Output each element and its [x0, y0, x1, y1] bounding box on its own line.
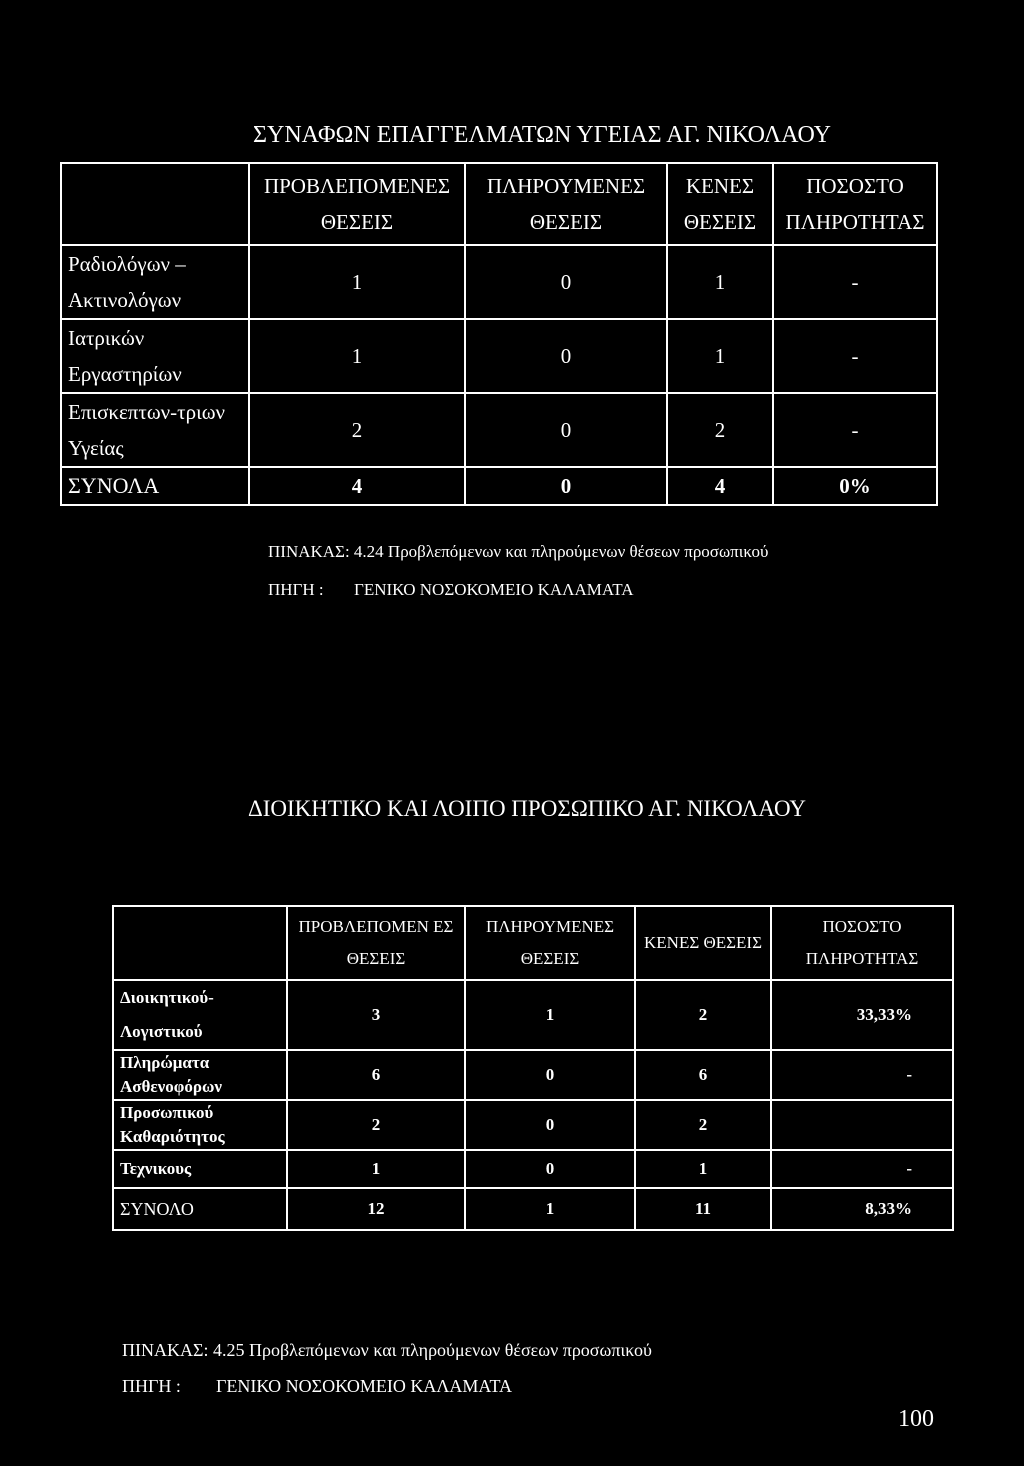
- table-header-row: [113, 906, 953, 980]
- percent-cell: 33,33%: [771, 980, 953, 1050]
- page-number: 100: [898, 1406, 934, 1432]
- total-predicted: 4: [249, 467, 465, 505]
- header-percent: ΠΟΣΟΣΤΟ ΠΛΗΡΟΤΗΤΑΣ: [771, 906, 953, 980]
- total-vacant: 11: [635, 1188, 771, 1230]
- filled-cell: 0: [465, 1100, 635, 1150]
- row-label: Τεχνικους: [113, 1150, 287, 1188]
- header-empty-cell: [61, 163, 249, 245]
- filled-cell: 1: [465, 980, 635, 1050]
- header-filled: ΠΛΗΡΟΥΜΕΝΕΣ ΘΕΣΕΙΣ: [465, 163, 667, 245]
- vacant-cell: 1: [667, 245, 773, 319]
- total-label: ΣΥΝΟΛΑ: [61, 467, 249, 505]
- header-predicted: ΠΡΟΒΛΕΠΟΜΕΝ ΕΣ ΘΕΣΕΙΣ: [287, 906, 465, 980]
- percent-cell: -: [773, 319, 937, 393]
- health-professions-table: [60, 162, 938, 506]
- source-text: ΓΕΝΙΚΟ ΝΟΣΟΚΟΜΕΙΟ ΚΑΛΑΜΑΤΑ: [216, 1376, 513, 1396]
- total-vacant: 4: [667, 467, 773, 505]
- total-label: ΣΥΝΟΛΟ: [113, 1188, 287, 1230]
- source-text: ΓΕΝΙΚΟ ΝΟΣΟΚΟΜΕΙΟ ΚΑΛΑΜΑΤΑ: [354, 580, 634, 599]
- row-label: Ραδιολόγων – Ακτινολόγων: [61, 245, 249, 319]
- row-label: Προσωπικού Καθαριότητος: [113, 1100, 287, 1150]
- table-row: [61, 393, 937, 467]
- table-source: [122, 1376, 512, 1397]
- vacant-cell: 2: [667, 393, 773, 467]
- total-percent: 8,33%: [771, 1188, 953, 1230]
- header-vacant: ΚΕΝΕΣ ΘΕΣΕΙΣ: [635, 906, 771, 980]
- table-row: [61, 319, 937, 393]
- administrative-staff-table: [112, 905, 954, 1231]
- filled-cell: 0: [465, 245, 667, 319]
- predicted-cell: 6: [287, 1050, 465, 1100]
- filled-cell: 0: [465, 393, 667, 467]
- table-header-row: [61, 163, 937, 245]
- header-filled: ΠΛΗΡΟΥΜΕΝΕΣ ΘΕΣΕΙΣ: [465, 906, 635, 980]
- vacant-cell: 1: [635, 1150, 771, 1188]
- percent-cell: [771, 1100, 953, 1150]
- predicted-cell: 3: [287, 980, 465, 1050]
- predicted-cell: 2: [287, 1100, 465, 1150]
- vacant-cell: 1: [667, 319, 773, 393]
- section1-title: ΣΥΝΑΦΩΝ ΕΠΑΓΓΕΛΜΑΤΩΝ ΥΓΕΙΑΣ ΑΓ. ΝΙΚΟΛΑΟΥ: [253, 122, 831, 148]
- row-label: Ιατρικών Εργαστηρίων: [61, 319, 249, 393]
- table-source: [268, 580, 634, 600]
- header-percent: ΠΟΣΟΣΤΟ ΠΛΗΡΟΤΗΤΑΣ: [773, 163, 937, 245]
- predicted-cell: 2: [249, 393, 465, 467]
- vacant-cell: 2: [635, 980, 771, 1050]
- table-row: [113, 1150, 953, 1188]
- header-vacant: ΚΕΝΕΣ ΘΕΣΕΙΣ: [667, 163, 773, 245]
- table-caption: ΠΙΝΑΚΑΣ: 4.24 Προβλεπόμενων και πληρούμενων θέσεων προσωπικού: [268, 542, 769, 561]
- vacant-cell: 2: [635, 1100, 771, 1150]
- table-caption: ΠΙΝΑΚΑΣ: 4.25 Προβλεπόμενων και πληρούμενων θέσεων προσωπικού: [122, 1340, 652, 1360]
- total-predicted: 12: [287, 1188, 465, 1230]
- row-label: Διοικητικού- Λογιστικού: [113, 980, 287, 1050]
- total-row: [61, 467, 937, 505]
- total-row: [113, 1188, 953, 1230]
- total-filled: 1: [465, 1188, 635, 1230]
- header-empty-cell: [113, 906, 287, 980]
- table-row: [113, 980, 953, 1050]
- percent-cell: -: [771, 1050, 953, 1100]
- vacant-cell: 6: [635, 1050, 771, 1100]
- row-label: Πληρώματα Ασθενοφόρων: [113, 1050, 287, 1100]
- section2-title: ΔΙΟΙΚΗΤΙΚΟ ΚΑΙ ΛΟΙΠΟ ΠΡΟΣΩΠΙΚΟ ΑΓ. ΝΙΚΟΛΑΟΥ: [247, 796, 807, 821]
- predicted-cell: 1: [249, 319, 465, 393]
- percent-cell: -: [773, 245, 937, 319]
- total-percent: 0%: [773, 467, 937, 505]
- row-label: Επισκεπτων-τριων Υγείας: [61, 393, 249, 467]
- predicted-cell: 1: [287, 1150, 465, 1188]
- predicted-cell: 1: [249, 245, 465, 319]
- filled-cell: 0: [465, 1050, 635, 1100]
- percent-cell: -: [771, 1150, 953, 1188]
- filled-cell: 0: [465, 319, 667, 393]
- table-row: [61, 245, 937, 319]
- table-row: [113, 1050, 953, 1100]
- header-predicted: ΠΡΟΒΛΕΠΟΜΕΝΕΣ ΘΕΣΕΙΣ: [249, 163, 465, 245]
- source-label: ΠΗΓΗ :: [122, 1376, 181, 1396]
- percent-cell: -: [773, 393, 937, 467]
- filled-cell: 0: [465, 1150, 635, 1188]
- source-label: ΠΗΓΗ :: [268, 580, 324, 599]
- total-filled: 0: [465, 467, 667, 505]
- table-row: [113, 1100, 953, 1150]
